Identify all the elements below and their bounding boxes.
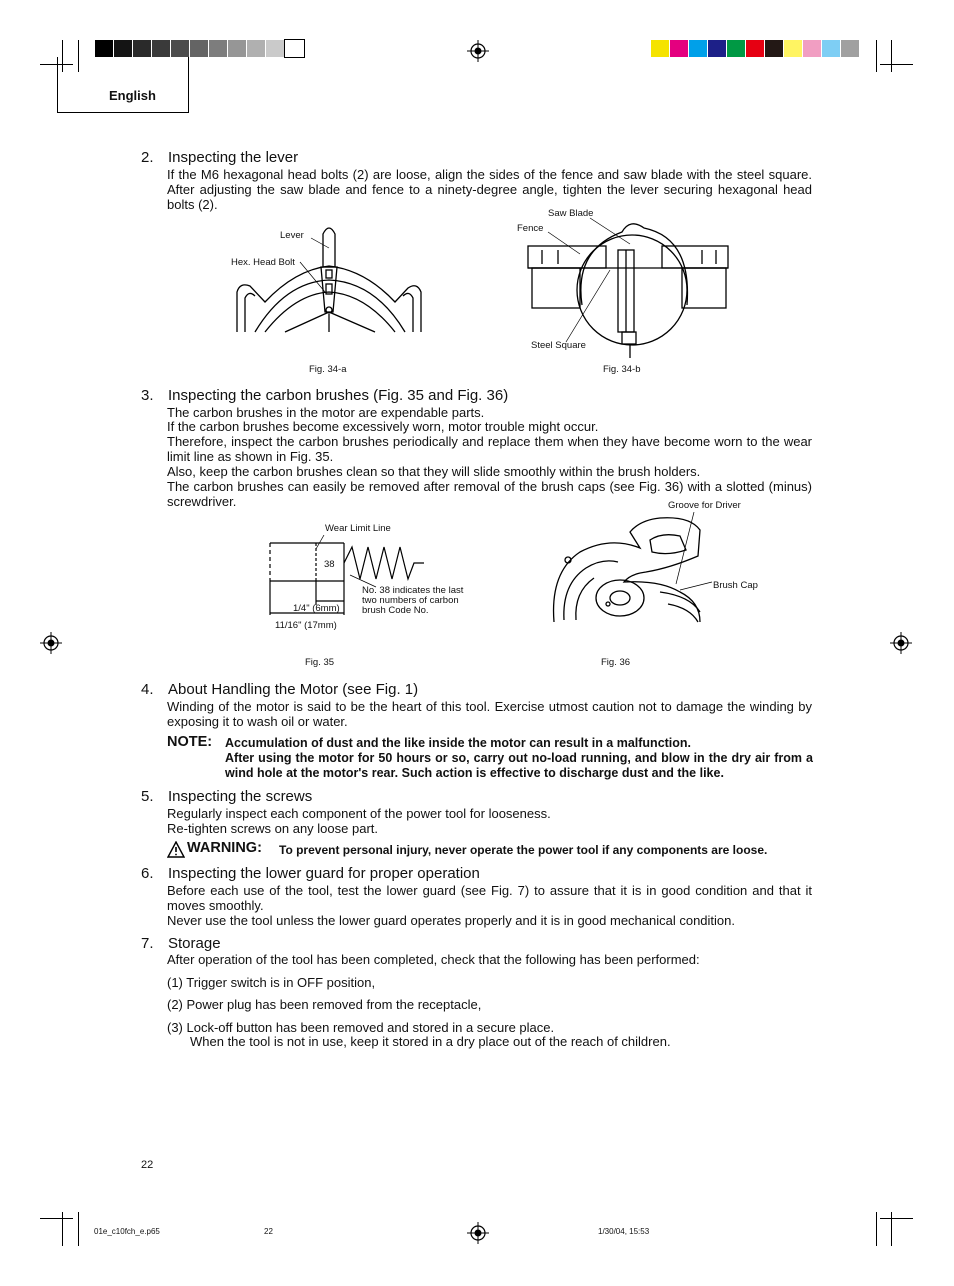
gray-color-bar	[95, 40, 304, 57]
color-swatch	[727, 40, 746, 57]
paragraph: Never use the tool unless the lower guard operates properly and it is in good mechanical condition.	[167, 913, 736, 928]
warning-label: WARNING:	[187, 840, 262, 856]
paragraph: Therefore, inspect the carbon brushes periodically and replace them when they have become worn to the wear limit line as shown in Fig. 35.	[167, 434, 812, 464]
label-saw-blade: Saw Blade	[548, 208, 594, 219]
color-swatch	[95, 40, 114, 57]
section-title: Inspecting the lever	[168, 149, 299, 166]
crop-mark	[78, 1212, 79, 1246]
label-lever: Lever	[280, 230, 304, 241]
footer-filename: 01e_c10fch_e.p65	[94, 1227, 160, 1236]
closing-note: When the tool is not in use, keep it stored in a dry place out of the reach of children.	[190, 1034, 671, 1049]
crop-mark	[880, 64, 913, 65]
color-swatch	[209, 40, 228, 57]
color-swatch	[152, 40, 171, 57]
color-swatch	[784, 40, 803, 57]
section-title: Storage	[168, 935, 221, 952]
section-title: Inspecting the screws	[168, 788, 313, 805]
section-title: About Handling the Motor (see Fig. 1)	[168, 681, 419, 698]
fig36-brush-cap-illustration	[550, 512, 720, 624]
crop-mark	[891, 40, 892, 72]
label-wear-limit-line: Wear Limit Line	[325, 523, 391, 534]
registration-target-icon	[40, 632, 62, 654]
fig34b-caption: Fig. 34-b	[603, 364, 641, 375]
list-item: (3) Lock-off button has been removed and stored in a secure place.	[167, 1020, 555, 1035]
note-label: NOTE:	[167, 734, 213, 750]
fig34b-fence-illustration	[522, 210, 732, 360]
label-fence: Fence	[517, 223, 544, 234]
fig36-caption: Fig. 36	[601, 657, 631, 668]
page-number: 22	[141, 1159, 154, 1171]
fig34a-caption: Fig. 34-a	[309, 364, 347, 375]
color-swatch	[670, 40, 689, 57]
color-swatch	[190, 40, 209, 57]
label-brush-cap: Brush Cap	[713, 580, 758, 591]
list-item: (2) Power plug has been removed from the receptacle,	[167, 997, 482, 1012]
color-bar	[651, 40, 860, 57]
paragraph: If the M6 hexagonal head bolts (2) are loose, align the sides of the fence and saw blade with the steel square. After adjusting the saw blade and fence to a ninety-degree angle, tighten the lever securing hexagonal head bolts (2).	[167, 167, 812, 212]
color-swatch	[841, 40, 860, 57]
list-item: (1) Trigger switch is in OFF position,	[167, 975, 376, 990]
registration-target-icon	[467, 1222, 489, 1244]
label-steel-square: Steel Square	[531, 340, 586, 351]
warning-text: To prevent personal injury, never operate the power tool if any components are loose.	[279, 843, 768, 857]
paragraph: The carbon brushes in the motor are expendable parts.	[167, 405, 485, 420]
section-title: Inspecting the lower guard for proper operation	[168, 865, 480, 882]
label-brush-note: No. 38 indicates the last two numbers of carbon brush Code No.	[362, 585, 464, 616]
paragraph: After operation of the tool has been completed, check that the following has been performed:	[167, 952, 700, 967]
paragraph: Regularly inspect each component of the power tool for looseness.	[167, 806, 551, 821]
color-swatch	[765, 40, 784, 57]
color-swatch	[708, 40, 727, 57]
color-swatch	[746, 40, 765, 57]
fig34a-lever-illustration	[225, 222, 430, 334]
color-swatch	[133, 40, 152, 57]
registration-target-icon	[890, 632, 912, 654]
color-swatch	[689, 40, 708, 57]
color-swatch	[266, 40, 285, 57]
crop-mark	[876, 40, 877, 72]
paragraph: Before each use of the tool, test the lower guard (see Fig. 7) to assure that it is in good condition and that it moves smoothly.	[167, 883, 812, 913]
paragraph: If the carbon brushes become excessively worn, motor trouble might occur.	[167, 419, 599, 434]
note-text: Accumulation of dust and the like inside the motor can result in a malfunction.	[225, 736, 692, 750]
color-swatch	[803, 40, 822, 57]
footer-page: 22	[264, 1227, 273, 1236]
paragraph: Also, keep the carbon brushes clean so that they will slide smoothly within the brush holders.	[167, 464, 701, 479]
section-title: Inspecting the carbon brushes (Fig. 35 and Fig. 36)	[168, 387, 509, 404]
crop-mark	[876, 1212, 877, 1246]
label-dimension-6mm: 1/4" (6mm)	[293, 603, 340, 614]
color-swatch	[822, 40, 841, 57]
color-swatch	[114, 40, 133, 57]
paragraph: Winding of the motor is said to be the heart of this tool. Exercise utmost caution not to damage the winding by exposing it to wash oil or water.	[167, 699, 812, 729]
color-swatch	[651, 40, 670, 57]
paragraph: The carbon brushes can easily be removed after removal of the brush caps (see Fig. 36) with a slotted (minus) screwdriver.	[167, 479, 812, 509]
color-swatch	[285, 40, 304, 57]
crop-mark	[40, 1218, 73, 1219]
color-swatch	[228, 40, 247, 57]
crop-mark	[880, 1218, 913, 1219]
warning-triangle-icon	[167, 841, 185, 858]
color-swatch	[247, 40, 266, 57]
label-hex-head-bolt: Hex. Head Bolt	[231, 257, 295, 268]
fig35-caption: Fig. 35	[305, 657, 335, 668]
label-dimension-17mm: 11/16" (17mm)	[275, 620, 337, 631]
registration-target-icon	[467, 40, 489, 62]
label-brush-number: 38	[324, 559, 335, 570]
color-swatch	[171, 40, 190, 57]
note-text: After using the motor for 50 hours or so, carry out no-load running, and blow in the dry air from a wind hole at the motor's rear. Such action is effective to discharge dust and the like.	[225, 751, 813, 780]
paragraph: Re-tighten screws on any loose part.	[167, 821, 378, 836]
language-tab	[57, 57, 189, 113]
footer-timestamp: 1/30/04, 15:53	[598, 1227, 650, 1236]
label-groove-for-driver: Groove for Driver	[668, 500, 741, 511]
language-label: English	[109, 88, 156, 103]
